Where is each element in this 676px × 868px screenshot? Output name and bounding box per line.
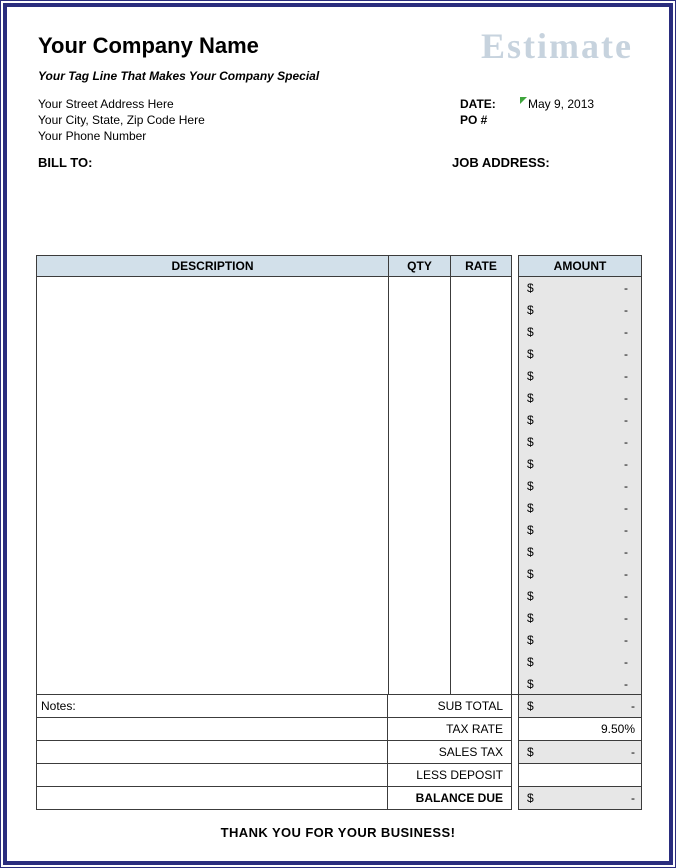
amount-value: - <box>624 281 628 295</box>
date-label: DATE: <box>460 97 496 111</box>
amount-value: - <box>624 589 628 603</box>
document-title: Estimate <box>481 26 633 66</box>
amount-cell <box>519 607 641 629</box>
amount-cell <box>519 343 641 365</box>
company-address-block <box>38 96 205 144</box>
currency-symbol: $ <box>527 325 534 339</box>
amount-value: - <box>624 347 628 361</box>
amount-value: - <box>631 791 635 805</box>
tax-rate-value: 9.50% <box>600 722 635 736</box>
amount-value: - <box>624 391 628 405</box>
column-header-rate: RATE <box>450 255 512 277</box>
amount-cell <box>519 387 641 409</box>
rate-input-area[interactable] <box>450 277 512 694</box>
column-header-description: DESCRIPTION <box>36 255 388 277</box>
tax-rate-label: TAX RATE <box>388 718 512 741</box>
table-header-row <box>36 255 642 277</box>
address-line-phone: Your Phone Number <box>38 129 147 143</box>
cell-flag-icon <box>520 97 527 104</box>
amount-cell <box>519 321 641 343</box>
amount-cell <box>519 651 641 673</box>
amount-value: - <box>624 677 628 691</box>
amount-column <box>518 277 642 694</box>
amount-value: - <box>624 501 628 515</box>
amount-cell <box>519 629 641 651</box>
summary-row-salestax <box>36 741 642 764</box>
currency-symbol: $ <box>527 655 534 669</box>
amount-cell <box>519 497 641 519</box>
currency-symbol: $ <box>527 791 534 805</box>
summary-row-balancedue <box>36 787 642 810</box>
less-deposit-field[interactable] <box>518 764 642 787</box>
column-header-qty: QTY <box>388 255 450 277</box>
estimate-document <box>3 3 673 865</box>
notes-line[interactable] <box>36 718 388 741</box>
date-row <box>460 96 610 112</box>
currency-symbol: $ <box>527 413 534 427</box>
amount-value: - <box>624 413 628 427</box>
subtotal-label: SUB TOTAL <box>388 695 512 718</box>
amount-value: - <box>624 567 628 581</box>
currency-symbol: $ <box>527 545 534 559</box>
amount-cell <box>519 519 641 541</box>
currency-symbol: $ <box>527 281 534 295</box>
amount-cell <box>519 563 641 585</box>
amount-cell <box>519 365 641 387</box>
company-name: Your Company Name <box>38 33 259 58</box>
currency-symbol: $ <box>527 523 534 537</box>
document-meta <box>460 96 610 128</box>
currency-symbol: $ <box>527 347 534 361</box>
balance-due-amount <box>518 787 642 810</box>
tax-rate-field[interactable] <box>518 718 642 741</box>
notes-line[interactable] <box>36 764 388 787</box>
amount-cell <box>519 431 641 453</box>
qty-input-area[interactable] <box>388 277 450 694</box>
amount-cell <box>519 541 641 563</box>
currency-symbol: $ <box>527 633 534 647</box>
amount-value: - <box>624 303 628 317</box>
po-label: PO # <box>460 113 488 127</box>
currency-symbol: $ <box>527 611 534 625</box>
currency-symbol: $ <box>527 435 534 449</box>
currency-symbol: $ <box>527 391 534 405</box>
notes-label: Notes: <box>41 699 76 713</box>
amount-value: - <box>624 611 628 625</box>
tag-line: Your Tag Line That Makes Your Company Special <box>38 69 320 83</box>
currency-symbol: $ <box>527 501 534 515</box>
address-line-city: Your City, State, Zip Code Here <box>38 113 205 127</box>
currency-symbol: $ <box>527 589 534 603</box>
notes-field[interactable] <box>36 695 388 718</box>
less-deposit-label: LESS DEPOSIT <box>388 764 512 787</box>
bill-to-label: BILL TO: <box>38 155 93 170</box>
date-field[interactable] <box>520 96 610 112</box>
amount-value: - <box>624 633 628 647</box>
summary-row-taxrate <box>36 718 642 741</box>
date-value: May 9, 2013 <box>528 97 595 111</box>
amount-cell <box>519 475 641 497</box>
summary-row-lessdeposit <box>36 764 642 787</box>
amount-cell <box>519 299 641 321</box>
currency-symbol: $ <box>527 479 534 493</box>
amount-value: - <box>624 369 628 383</box>
amount-cell <box>519 585 641 607</box>
amount-value: - <box>624 479 628 493</box>
thank-you-message: THANK YOU FOR YOUR BUSINESS! <box>220 825 456 840</box>
amount-cell <box>519 453 641 475</box>
amount-cell <box>519 409 641 431</box>
estimate-table <box>36 255 642 810</box>
currency-symbol: $ <box>527 567 534 581</box>
description-input-area[interactable] <box>36 277 388 694</box>
amount-value: - <box>624 545 628 559</box>
po-field[interactable] <box>520 112 610 128</box>
amount-value: - <box>624 435 628 449</box>
amount-value: - <box>624 325 628 339</box>
amount-value: - <box>631 699 635 713</box>
summary-section <box>36 695 642 810</box>
amount-value: - <box>624 655 628 669</box>
currency-symbol: $ <box>527 699 534 713</box>
job-address-label: JOB ADDRESS: <box>452 155 550 170</box>
balance-due-label: BALANCE DUE <box>388 787 512 810</box>
summary-row-subtotal <box>36 695 642 718</box>
amount-value: - <box>624 523 628 537</box>
currency-symbol: $ <box>527 369 534 383</box>
sales-tax-amount <box>518 741 642 764</box>
amount-cell <box>519 277 641 299</box>
address-line-street: Your Street Address Here <box>38 97 174 111</box>
sales-tax-label: SALES TAX <box>388 741 512 764</box>
amount-value: - <box>624 457 628 471</box>
subtotal-amount <box>518 695 642 718</box>
currency-symbol: $ <box>527 745 534 759</box>
notes-line[interactable] <box>36 787 388 810</box>
column-header-amount: AMOUNT <box>518 255 642 277</box>
table-body <box>36 277 642 695</box>
currency-symbol: $ <box>527 303 534 317</box>
notes-line[interactable] <box>36 741 388 764</box>
po-row <box>460 112 610 128</box>
amount-value: - <box>631 745 635 759</box>
currency-symbol: $ <box>527 677 534 691</box>
currency-symbol: $ <box>527 457 534 471</box>
amount-cell <box>519 673 641 695</box>
